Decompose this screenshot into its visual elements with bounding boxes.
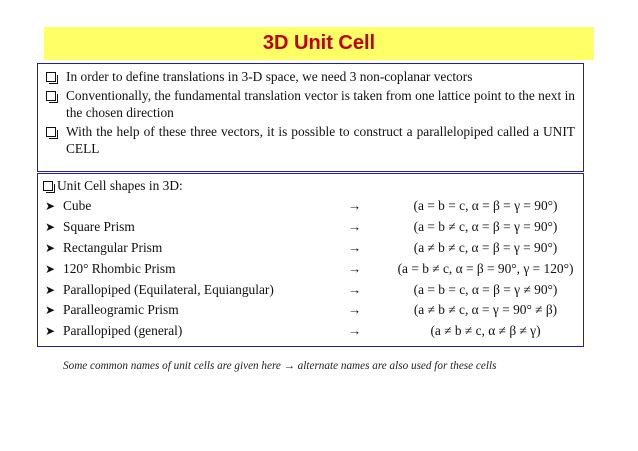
intro-bullet-text: Conventionally, the fundamental translation vector is taken from one lattice point to the next in the chosen direction — [66, 88, 575, 120]
shape-row — [43, 238, 575, 259]
shape-params: (a = b ≠ c, α = β = 90°, γ = 120°) — [397, 260, 574, 276]
shape-name: Square Prism — [63, 219, 135, 235]
shape-row — [43, 258, 575, 279]
shape-row — [43, 279, 575, 300]
shape-name: Parallopiped (Equilateral, Equiangular) — [63, 281, 274, 297]
intro-bullet-text: With the help of these three vectors, it is possible to construct a parallelopiped called a UNIT CELL — [66, 124, 575, 156]
arrowhead-bullet-icon: ➤ — [45, 282, 56, 297]
square-bullet-icon — [43, 181, 53, 191]
shape-row — [43, 300, 575, 321]
arrowhead-bullet-icon: ➤ — [45, 240, 56, 255]
intro-bullet — [43, 68, 575, 85]
shape-params: (a = b = c, α = β = γ = 90°) — [413, 198, 558, 214]
page-title: 3D Unit Cell — [262, 32, 376, 54]
shape-params: (a ≠ b ≠ c, α = β = γ = 90°) — [413, 239, 558, 255]
arrowhead-bullet-icon: ➤ — [45, 303, 56, 318]
square-bullet-icon — [46, 72, 56, 82]
right-arrow-icon: → — [348, 302, 362, 318]
title-banner — [44, 27, 594, 60]
right-arrow-icon: → — [348, 239, 362, 255]
right-arrow-icon: → — [348, 198, 362, 214]
shapes-box — [37, 173, 584, 347]
intro-box — [37, 63, 584, 172]
intro-bullet-text: In order to define translations in 3-D space, we need 3 non-coplanar vectors — [66, 69, 473, 84]
shape-name: Rectangular Prism — [63, 239, 163, 255]
shape-params: (a = b ≠ c, α = β = γ = 90°) — [413, 219, 558, 235]
shape-params: (a ≠ b ≠ c, α = γ = 90° ≠ β) — [413, 302, 558, 318]
right-arrow-icon: → — [348, 260, 362, 276]
shape-name: Paralleogramic Prism — [63, 302, 179, 318]
shapes-header: Unit Cell shapes in 3D: — [57, 178, 183, 193]
arrowhead-bullet-icon: ➤ — [45, 324, 56, 339]
right-arrow-icon: → — [348, 281, 362, 297]
square-bullet-icon — [46, 91, 56, 101]
shape-row — [43, 196, 575, 217]
intro-bullet — [43, 87, 575, 121]
shape-name: Cube — [63, 198, 92, 214]
arrowhead-bullet-icon: ➤ — [45, 220, 56, 235]
shape-row — [43, 217, 575, 238]
shapes-header-row — [43, 176, 575, 196]
footnote: Some common names of unit cells are given here → alternate names are also used for these cells — [63, 360, 497, 372]
shape-row — [43, 321, 575, 342]
square-bullet-icon — [46, 127, 56, 137]
shape-params: (a ≠ b ≠ c, α ≠ β ≠ γ) — [430, 323, 541, 339]
right-arrow-icon: → — [348, 219, 362, 235]
intro-bullet — [43, 123, 575, 157]
right-arrow-icon: → — [348, 323, 362, 339]
shape-name: 120° Rhombic Prism — [63, 260, 176, 276]
shape-name: Parallopiped (general) — [63, 323, 183, 339]
shape-params: (a = b = c, α = β = γ ≠ 90°) — [413, 281, 558, 297]
arrowhead-bullet-icon: ➤ — [45, 199, 56, 214]
arrowhead-bullet-icon: ➤ — [45, 261, 56, 276]
